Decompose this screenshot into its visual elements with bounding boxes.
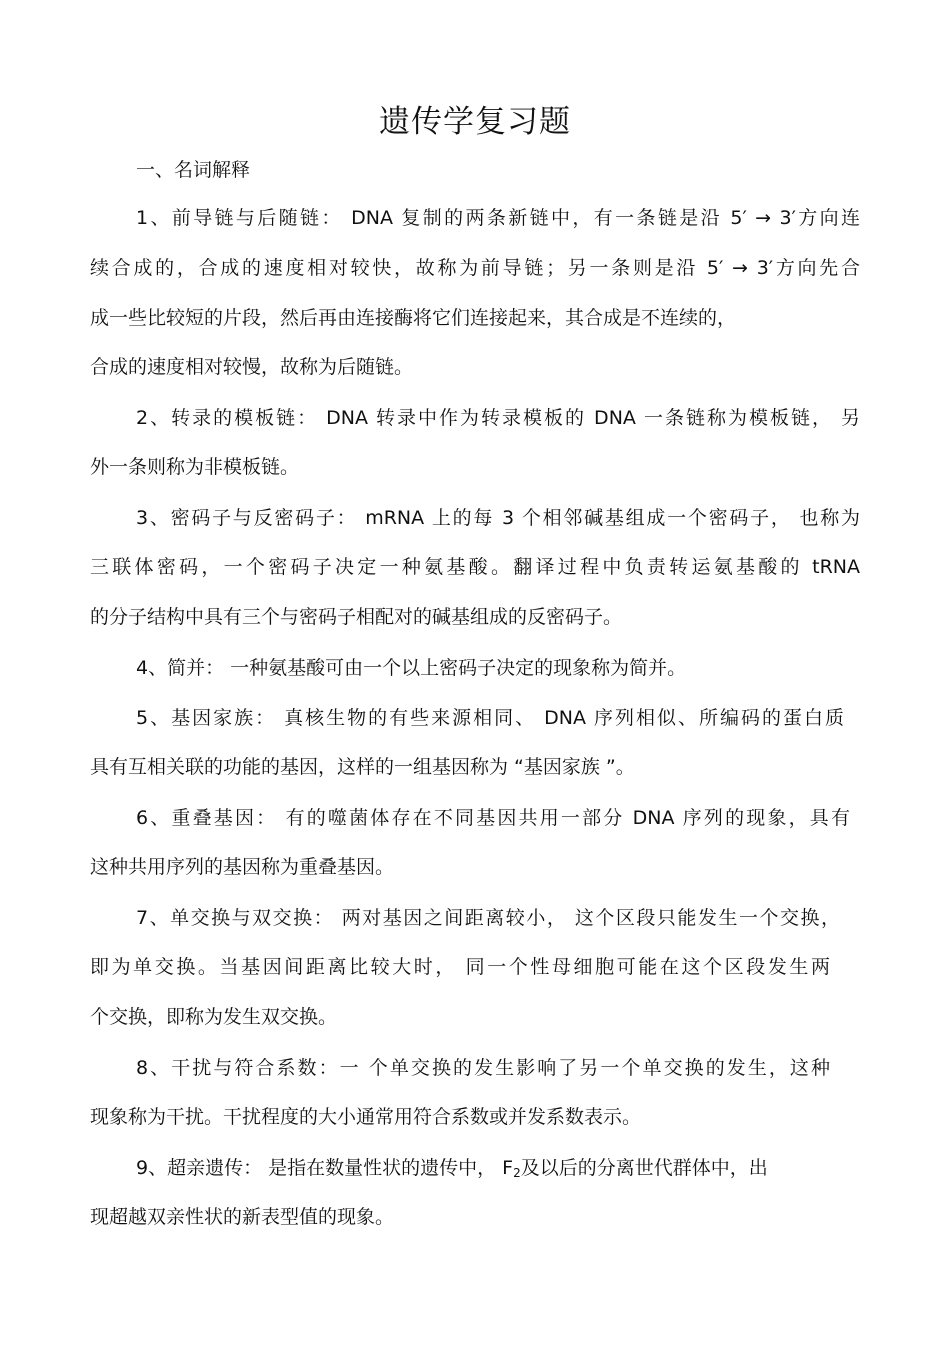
paragraph-line: 4、简并： 一种氨基酸可由一个以上密码子决定的现象称为简并。 — [136, 657, 687, 679]
paragraph-line: 合成的速度相对较慢，故称为后随链。 — [90, 356, 414, 378]
paragraph-line: 5、基因家族： 真核生物的有些来源相同、 DNA 序列相似、所编码的蛋白质 — [136, 707, 844, 729]
paragraph-line: 3、密码子与反密码子： mRNA 上的每 3 个相邻碱基组成一个密码子， 也称为 — [136, 507, 860, 529]
section-heading: 一、名词解释 — [136, 159, 251, 181]
subscript: 2 — [513, 1166, 521, 1180]
paragraph-line: 8、干扰与符合系数：一 个单交换的发生影响了另一个单交换的发生，这种 — [136, 1057, 830, 1079]
paragraph-line: 成一些比较短的片段，然后再由连接酶将它们连接起来，其合成是不连续的， — [90, 307, 737, 329]
paragraph-line: 现象称为干扰。干扰程度的大小通常用符合系数或并发系数表示。 — [90, 1106, 642, 1128]
paragraph-line: 即为单交换。当基因间距离比较大时， 同一个性母细胞可能在这个区段发生两 — [90, 956, 830, 978]
text-segment: 9、超亲遗传： 是指在数量性状的遗传中， F — [136, 1157, 514, 1179]
paragraph-line: 的分子结构中具有三个与密码子相配对的碱基组成的反密码子。 — [90, 606, 623, 628]
paragraph-line: 具有互相关联的功能的基因，这样的一组基因称为 “基因家族 ”。 — [90, 756, 635, 778]
paragraph-line: 7、单交换与双交换： 两对基因之间距离较小， 这个区段只能发生一个交换， — [136, 907, 840, 929]
paragraph-line: 这种共用序列的基因称为重叠基因。 — [90, 856, 395, 878]
paragraph-line: 6、重叠基因： 有的噬菌体存在不同基因共用一部分 DNA 序列的现象，具有 — [136, 807, 850, 829]
paragraph-line: 2、转录的模板链： DNA 转录中作为转录模板的 DNA 一条链称为模板链， 另 — [136, 407, 860, 429]
document-title: 遗传学复习题 — [379, 104, 571, 140]
paragraph-line: 三联体密码，一个密码子决定一种氨基酸。翻译过程中负责转运氨基酸的 tRNA — [90, 556, 860, 578]
paragraph-line: 个交换，即称为发生双交换。 — [90, 1006, 338, 1028]
paragraph-line: 外一条则称为非模板链。 — [90, 456, 300, 478]
paragraph-line: 续合成的，合成的速度相对较快，故称为前导链；另一条则是沿 5′ → 3′方向先合 — [90, 257, 860, 279]
paragraph-line: 现超越双亲性状的新表型值的现象。 — [90, 1206, 395, 1228]
paragraph-line — [136, 1155, 860, 1186]
text-segment: 及以后的分离世代群体中，出 — [520, 1157, 768, 1179]
paragraph-line: 1、前导链与后随链： DNA 复制的两条新链中，有一条链是沿 5′ → 3′方向连 — [136, 207, 860, 229]
